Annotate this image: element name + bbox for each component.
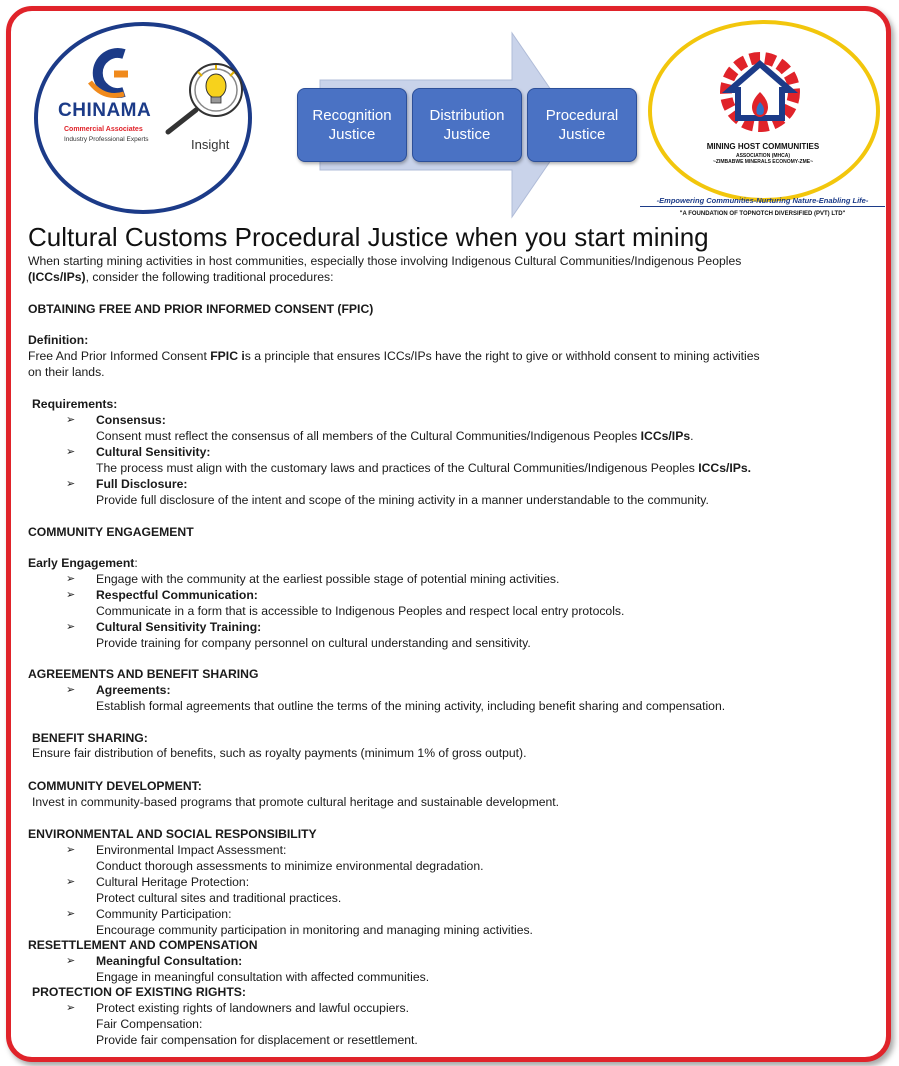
req-disclosure: Full Disclosure: — [96, 477, 188, 491]
agreements: Agreements: — [96, 683, 171, 697]
fair-compensation-text: Provide fair compensation for displacement or resettlement. — [96, 1033, 418, 1047]
bullet-icon: ➢ — [66, 478, 76, 490]
chinama-name: CHINAMA — [58, 100, 152, 121]
engagement-heading: COMMUNITY ENGAGEMENT — [28, 525, 194, 539]
respectful-text: Communicate in a form that is accessible to Indigenous Peoples and respect local entry protocols. — [96, 604, 625, 618]
mhca-gear-house-icon — [710, 44, 810, 140]
bullet-icon: ➢ — [66, 446, 76, 458]
bullet-icon: ➢ — [66, 684, 76, 696]
insight-label: Insight — [191, 137, 230, 152]
req-consensus: Consensus: — [96, 413, 166, 427]
chinama-subtitle: Commercial Associates — [64, 126, 143, 133]
definition-text-c: s a principle that ensures ICCs/IPs have the right to give or withhold consent to mining activities — [244, 349, 760, 363]
env-impact: Environmental Impact Assessment: — [96, 843, 287, 857]
heritage: Cultural Heritage Protection: — [96, 875, 250, 889]
mhca-foundation: "A FOUNDATION OF TOPNOTCH DIVERSIFIED (PVT) LTD" — [679, 211, 846, 217]
training-text: Provide training for company personnel on cultural understanding and sensitivity. — [96, 636, 531, 650]
chinama-subtitle-2: Industry Professional Experts — [64, 136, 149, 143]
chinama-c-mark-icon — [84, 44, 128, 102]
early-engagement — [28, 556, 138, 571]
consultation: Meaningful Consultation: — [96, 954, 243, 968]
agreements-heading: AGREEMENTS AND BENEFIT SHARING — [28, 667, 259, 681]
participation-text: Encourage community participation in monitoring and managing mining activities. — [96, 923, 533, 937]
bullet-icon: ➢ — [66, 621, 76, 633]
rights-item: Protect existing rights of landowners and lawful occupiers. — [96, 1001, 409, 1015]
mhca-title: MINING HOST COMMUNITIES — [706, 142, 820, 151]
intro-text: , consider the following traditional procedures: — [85, 270, 334, 284]
requirements-label: Requirements: — [32, 397, 118, 411]
req-cultural-body: The process must align with the customary laws and practices of the Cultural Communities/Indigenous Peoples — [96, 461, 699, 475]
definition-label: Definition: — [28, 333, 89, 347]
resettlement-heading: RESETTLEMENT AND COMPENSATION — [28, 938, 258, 952]
bullet-icon: ➢ — [66, 955, 76, 967]
early-colon: : — [134, 556, 138, 570]
insight-magnifier-bulb-icon — [160, 50, 250, 140]
benefit-text: Ensure fair distribution of benefits, such as royalty payments (minimum 1% of gross output). — [32, 746, 527, 760]
bullet-icon: ➢ — [66, 589, 76, 601]
req-cultural-text — [96, 461, 751, 476]
bullet-icon: ➢ — [66, 1002, 76, 1014]
bullet-icon: ➢ — [66, 876, 76, 888]
fair-compensation: Fair Compensation: — [96, 1017, 203, 1031]
env-impact-text: Conduct thorough assessments to minimize environmental degradation. — [96, 859, 484, 873]
respectful-communication: Respectful Communication: — [96, 588, 258, 602]
definition-fpic-bold: FPIC i — [210, 349, 245, 363]
intro-line-1: When starting mining activities in host communities, especially those involving Indigenous Cultural Communities/Indigenous Peoples — [28, 254, 742, 268]
req-consensus-end: . — [690, 429, 694, 443]
req-consensus-body: Consent must reflect the consensus of all members of the Cultural Communities/Indigenous Peoples — [96, 429, 641, 443]
fpic-heading: OBTAINING FREE AND PRIOR INFORMED CONSENT (FPIC) — [28, 302, 374, 316]
bullet-icon: ➢ — [66, 844, 76, 856]
procedural-justice-box: Procedural Justice — [527, 88, 637, 162]
early-item: Engage with the community at the earliest possible stage of potential mining activities. — [96, 572, 560, 586]
mhca-subtitle-2: ~ZIMBABWE MINERALS ECONOMY-ZME~ — [712, 159, 813, 165]
intro-line-2 — [28, 270, 334, 285]
mhca-subtitle: ASSOCIATION (MHCA) — [735, 153, 791, 159]
req-disclosure-text: Provide full disclosure of the intent and scope of the mining activity in a manner understandable to the community. — [96, 493, 709, 507]
benefit-heading: BENEFIT SHARING: — [32, 731, 148, 745]
participation: Community Participation: — [96, 907, 232, 921]
req-cultural-bold: ICCs/IPs. — [698, 461, 752, 475]
sensitivity-training: Cultural Sensitivity Training: — [96, 620, 262, 634]
recognition-justice-box: Recognition Justice — [297, 88, 407, 162]
rights-heading: PROTECTION OF EXISTING RIGHTS: — [32, 985, 246, 999]
bullet-icon: ➢ — [66, 414, 76, 426]
definition-text-a: Free And Prior Informed Consent — [28, 349, 211, 363]
page-title: Cultural Customs Procedural Justice when you start mining — [28, 222, 709, 252]
consultation-text: Engage in meaningful consultation with affected communities. — [96, 970, 430, 984]
bullet-icon: ➢ — [66, 573, 76, 585]
development-heading: COMMUNITY DEVELOPMENT: — [28, 779, 202, 793]
development-text: Invest in community-based programs that promote cultural heritage and sustainable development. — [32, 795, 560, 809]
distribution-justice-box: Distribution Justice — [412, 88, 522, 162]
definition-line-2: on their lands. — [28, 365, 105, 379]
early-label: Early Engagement — [28, 556, 135, 570]
agreements-text: Establish formal agreements that outline the terms of the mining activity, including benefit sharing and compensation. — [96, 699, 726, 713]
heritage-text: Protect cultural sites and traditional practices. — [96, 891, 342, 905]
bullet-icon: ➢ — [66, 908, 76, 920]
req-cultural: Cultural Sensitivity: — [96, 445, 211, 459]
definition-line-1 — [28, 349, 760, 364]
intro-bold: (ICCs/IPs) — [28, 270, 86, 284]
mhca-tagline: -Empowering Communities-Nurturing Nature-Enabling Life- — [640, 196, 885, 207]
env-heading: ENVIRONMENTAL AND SOCIAL RESPONSIBILITY — [28, 827, 317, 841]
req-consensus-text — [96, 429, 694, 444]
req-consensus-bold: ICCs/IPs — [640, 429, 691, 443]
